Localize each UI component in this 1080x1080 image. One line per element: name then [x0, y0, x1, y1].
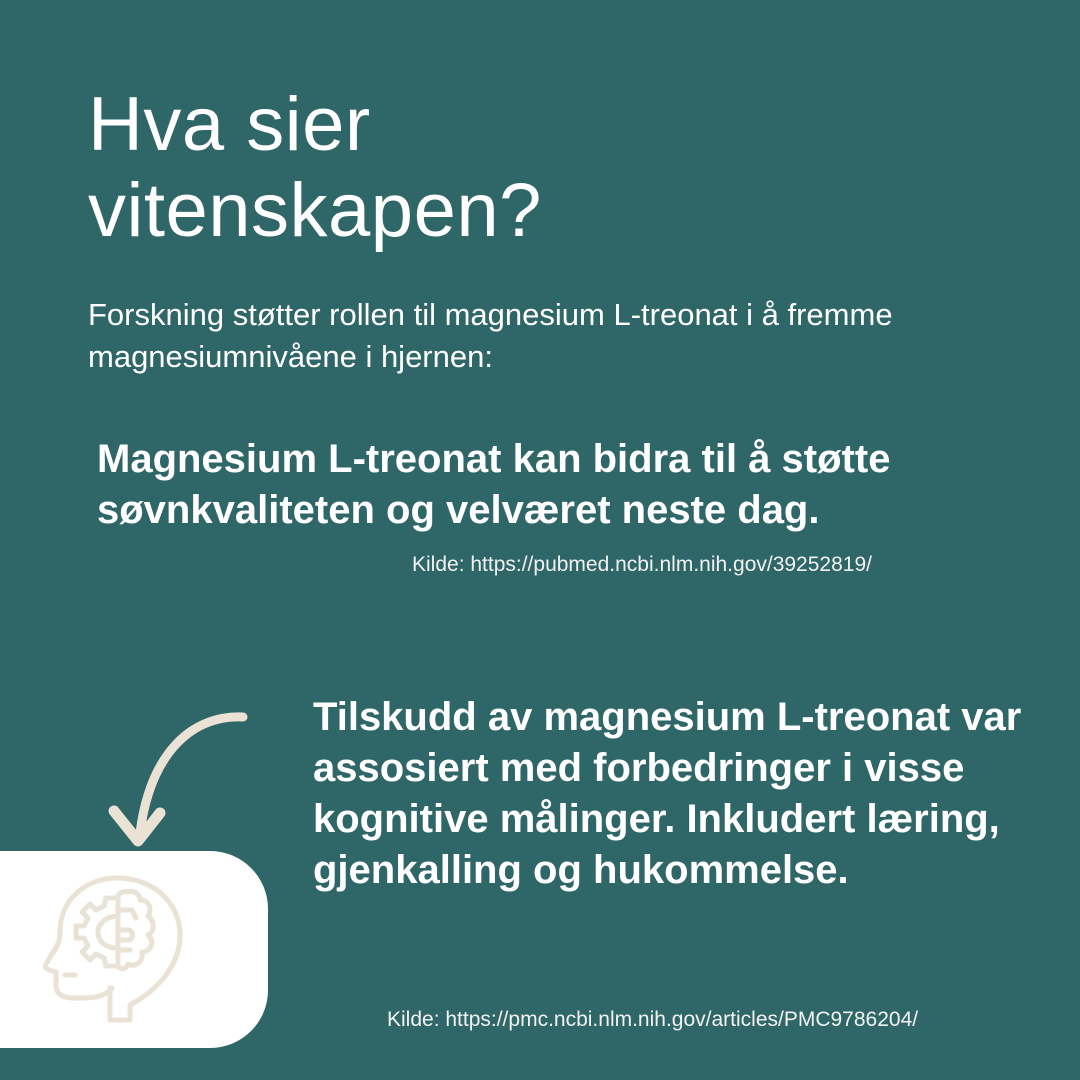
intro-text: Forskning støtter rollen til magnesium L-treonat i å fremme magnesiumnivåene i hjernen: — [88, 297, 893, 374]
page-title — [88, 82, 542, 254]
finding-sleep: Magnesium L-treonat kan bidra til å støtte søvnkvaliteten og velværet neste dag. — [97, 437, 891, 532]
finding-cognition: Tilskudd av magnesium L-treonat var assosiert med forbedringer i visse kognitive målinger. Inkludert læring, gjenkalling og hukommelse. — [313, 695, 1022, 892]
source-link-1[interactable]: Kilde: https://pubmed.ncbi.nlm.nih.gov/39252819/ — [412, 553, 872, 576]
source-link-2[interactable]: Kilde: https://pmc.ncbi.nlm.nih.gov/articles/PMC9786204/ — [387, 1008, 919, 1031]
title-line-2: vitenskapen? — [88, 168, 542, 253]
title-line-1: Hva sier — [88, 82, 371, 167]
head-brain-gear-icon — [40, 870, 190, 1035]
curved-arrow-down-icon — [100, 705, 260, 855]
